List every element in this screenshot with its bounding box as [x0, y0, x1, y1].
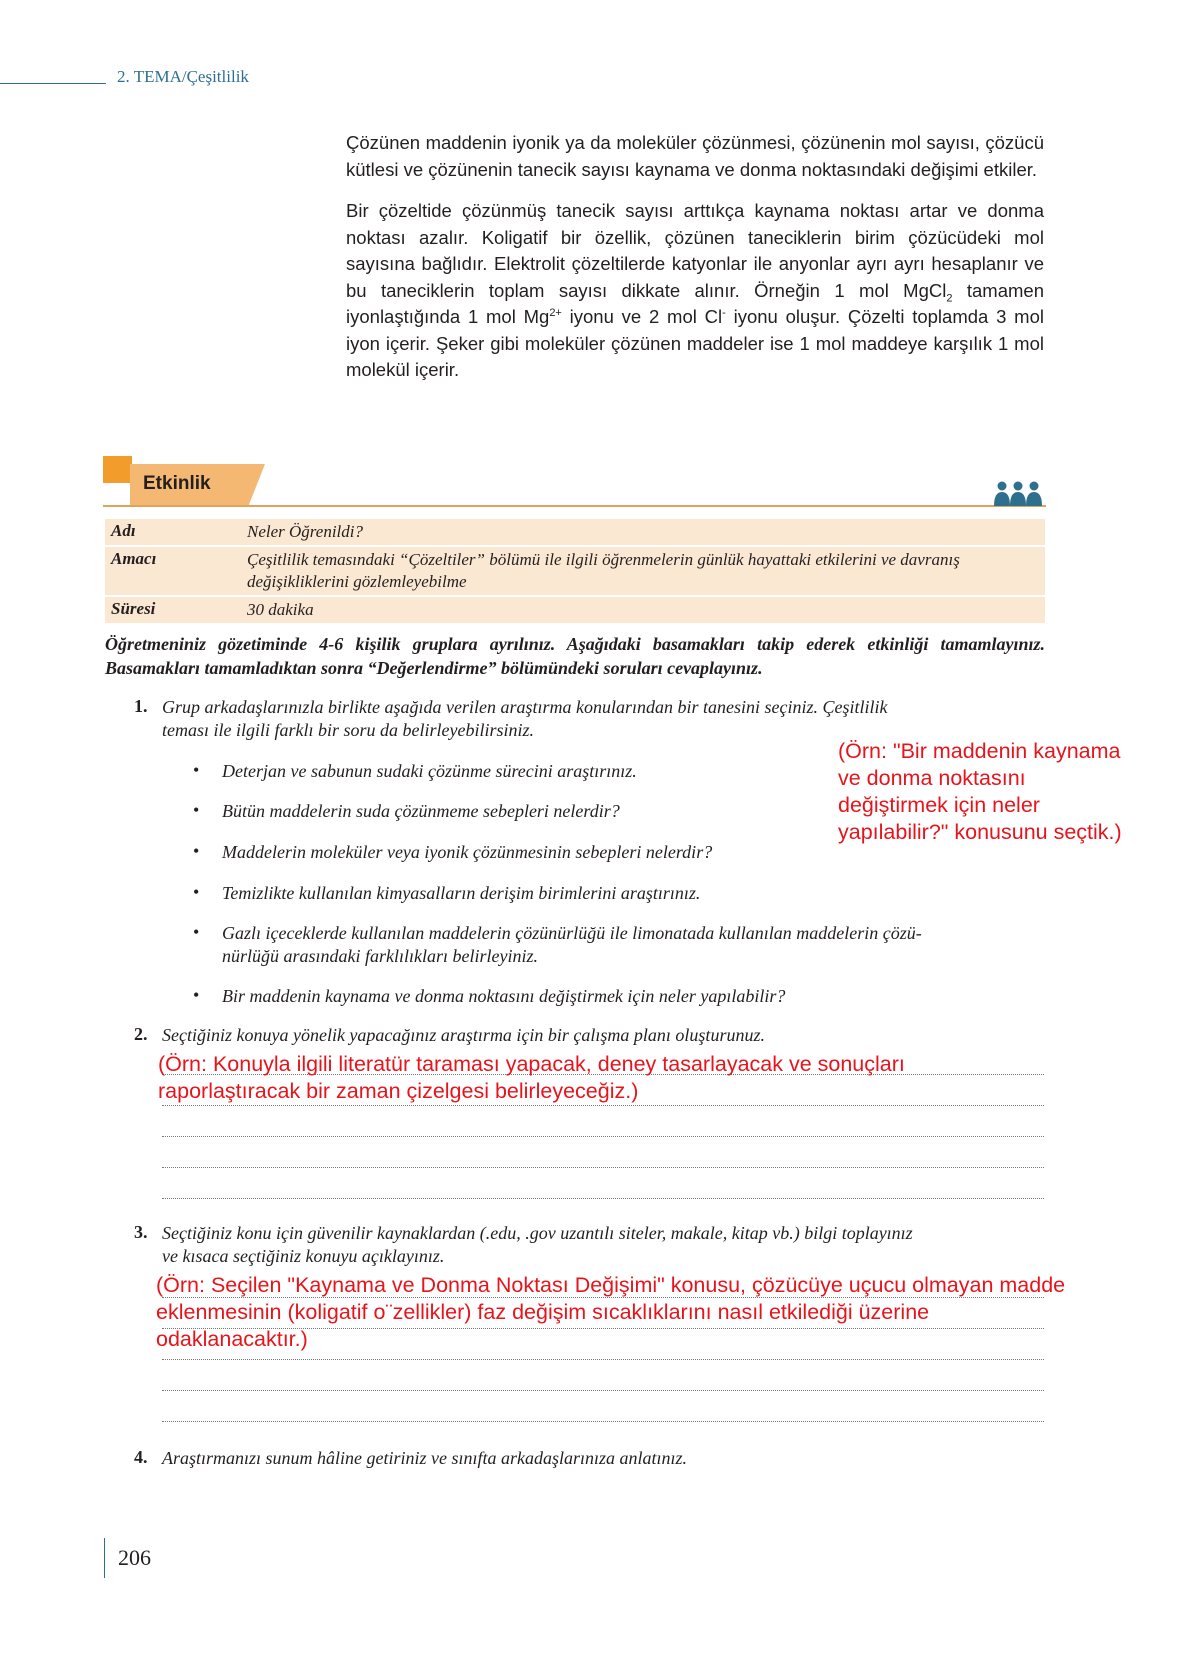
topic-item: Temizlikte kullanılan kimyasalların derişim birimlerini araştırınız. [222, 883, 701, 903]
step-4-text: Araştırmanızı sunum hâline getiriniz ve sınıfta arkadaşlarınıza anlatınız. [162, 1448, 688, 1468]
info-row-purpose [105, 547, 1045, 595]
intro-paragraph-2: Bir çözeltide çözünmüş tanecik sayısı arttıkça kaynama noktası artar ve donma noktası azalır. Koligatif bir özellik, çözünen taneciklerin birim çözücüdeki mol sayısına bağlıdır. Elektrolit çözeltilerde katyonlar ile anyonlar ayrı ayrı hesaplanır ve bu taneciklerin toplam sayısı dikkate alınır. Örneğin 1 mol MgCl$_2$ tamamen iyonlaştığında 1 mol $Mg^{2+}$ iyonu ve 2 mol Cl- iyonu oluşur. Çözelti toplamda 3 mol iyon içerir. Şeker gibi moleküler çözünen maddeler ise 1 mol maddeye karşılık 1 mol molekül içerir. [346, 200, 1044, 380]
step-3-answer-line: odaklanacaktır.) [156, 1327, 308, 1351]
activity-rule [103, 505, 1046, 507]
info-value: 30 dakika [247, 600, 314, 619]
info-value: Çeşitlilik temasındaki “Çözeltiler” bölümü ile ilgili öğrenmelerin günlük hayattaki etkilerini ve davranış değişikliklerini gözlemleyebilme [247, 550, 960, 591]
answer-line [162, 1136, 1044, 1137]
intro-paragraph-1: Çözünen maddenin iyonik ya da moleküler çözünmesi, çözünenin mol sayısı, çözücü kütlesi ve çözünenin tanecik sayısı kaynama ve donma noktasındaki değişimi etkiler. [346, 132, 1044, 180]
step-number: 1. [134, 696, 148, 716]
bullet: • [193, 760, 200, 780]
step-1-answer-line: (Örn: "Bir maddenin kaynama [838, 739, 1121, 763]
step-1-line-2: teması ile ilgili farklı bir soru da belirleyebilirsiniz. [162, 720, 534, 740]
info-value: Neler Öğrenildi? [247, 522, 363, 541]
activity-label: Etkinlik [143, 473, 211, 494]
step-3-answer-line: eklenmesinin (koligatif o¨zellikler) faz değişim sıcaklıklarını nasıl etkilediği üzerine [156, 1300, 930, 1324]
info-key: Süresi [111, 599, 156, 618]
bullet: • [193, 922, 200, 942]
topic-item: Bir maddenin kaynama ve donma noktasını değiştirmek için neler yapılabilir? [222, 986, 786, 1006]
step-1-answer-line: değiştirmek için neler [838, 793, 1040, 817]
answer-line [162, 1390, 1044, 1391]
bullet: • [193, 985, 200, 1005]
step-3-line-2: ve kısaca seçtiğiniz konuyu açıklayınız. [162, 1246, 445, 1266]
step-2-text: Seçtiğiniz konuya yönelik yapacağınız araştırma için bir çalışma planı oluşturunuz. [162, 1025, 765, 1045]
info-key: Amacı [111, 549, 157, 568]
page-number: 206 [118, 1545, 151, 1570]
topic-item-continued: nürlüğü arasındaki farklılıkları belirleyiniz. [222, 946, 538, 966]
step-3-answer-line: (Örn: Seçilen "Kaynama ve Donma Noktası Değişimi" konusu, çözücüye uçucu olmayan madde [156, 1273, 1066, 1297]
page-number-bar [104, 1538, 105, 1578]
intro-text [346, 130, 1044, 399]
topic-item: Deterjan ve sabunun sudaki çözünme sürecini araştırınız. [222, 761, 637, 781]
activity-marker [103, 456, 132, 483]
chapter-title: 2. TEMA/Çeşitlilik [117, 67, 249, 86]
step-2-answer-line: (Örn: Konuyla ilgili literatür taraması yapacak, deney tasarlayacak ve sonuçları [158, 1052, 905, 1076]
step-1-answer-line: yapılabilir?" konusunu seçtik.) [838, 820, 1122, 844]
info-key: Adı [111, 521, 136, 540]
answer-line [162, 1198, 1044, 1199]
topic-item: Gazlı içeceklerde kullanılan maddelerin çözünürlüğü ile limonatada kullanılan maddelerin çözü- [222, 923, 922, 943]
answer-line [162, 1421, 1044, 1422]
header-rule [0, 83, 106, 84]
activity-instructions: Öğretmeniniz gözetiminde 4-6 kişilik gruplara ayrılınız. Aşağıdaki basamakları takip ederek etkinliği tamamlayınız. Basamakları tamamladıktan sonra “Değerlendirme” bölümündeki soruları cevaplayınız. [105, 634, 1045, 678]
bullet: • [193, 800, 200, 820]
step-number: 2. [134, 1024, 148, 1044]
info-row-duration [105, 597, 1045, 623]
topic-item: Bütün maddelerin suda çözünmeme sebepleri nelerdir? [222, 801, 620, 821]
info-row-name [105, 519, 1045, 545]
topic-item: Maddelerin moleküler veya iyonik çözünmesinin sebepleri nelerdir? [222, 842, 713, 862]
step-number: 3. [134, 1222, 148, 1242]
step-number: 4. [134, 1447, 148, 1467]
group-icon [993, 480, 1043, 506]
answer-line [162, 1105, 1044, 1106]
bullet: • [193, 841, 200, 861]
step-1-line-1: Grup arkadaşlarınızla birlikte aşağıda verilen araştırma konularından bir tanesini seçiniz. Çeşitlilik [162, 697, 888, 717]
activity-info-table [105, 519, 1045, 625]
answer-line [162, 1359, 1044, 1360]
step-3-line-1: Seçtiğiniz konu için güvenilir kaynaklardan (.edu, .gov uzantılı siteler, makale, kitap vb.) bilgi toplayınız [162, 1223, 913, 1243]
answer-line [162, 1167, 1044, 1168]
step-1-answer-line: ve donma noktasını [838, 766, 1026, 790]
bullet: • [193, 882, 200, 902]
step-2-answer-line: raporlaştıracak bir zaman çizelgesi belirleyeceğiz.) [158, 1079, 639, 1103]
